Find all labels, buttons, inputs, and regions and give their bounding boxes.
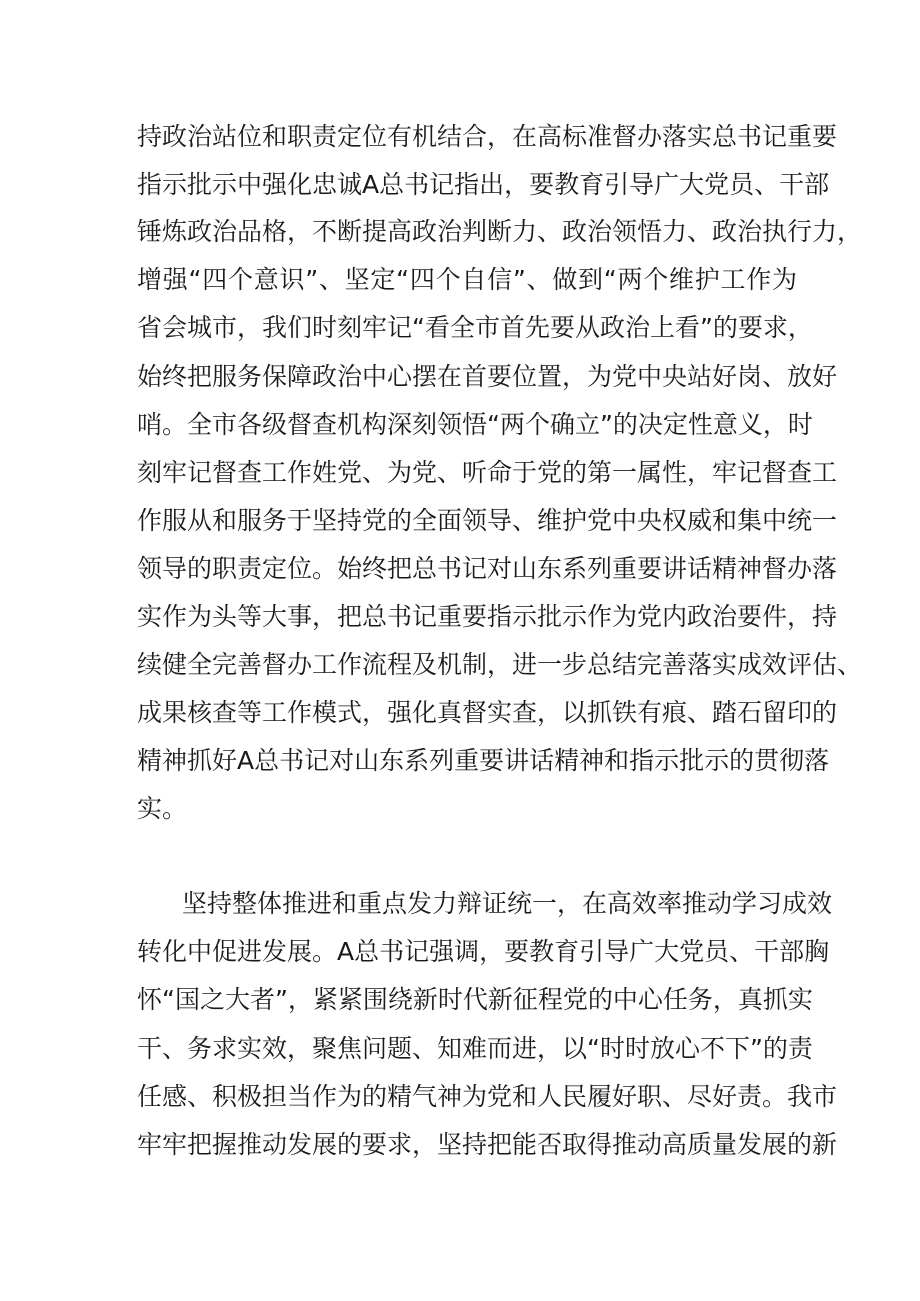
paragraph-2-line-3: 怀“国之大者”，紧紧围绕新时代新征程党的中心任务，真抓实 [137, 985, 813, 1014]
paragraph-1-line-5: 省会城市，我们时刻牢记“看全市首先要从政治上看”的要求， [137, 313, 813, 342]
paragraph-1-line-15: 实。 [137, 794, 188, 823]
paragraph-1-line-1: 持政治站位和职责定位有机结合，在高标准督办落实总书记重要 [137, 122, 838, 151]
paragraph-1-line-11: 实作为头等大事，把总书记重要指示批示作为党内政治要件，持 [137, 602, 838, 631]
paragraph-1-line-7: 哨。全市各级督查机构深刻领悟“两个确立”的决定性意义，时 [137, 410, 813, 439]
paragraph-1-line-2: 指示批示中强化忠诚A总书记指出，要教育引导广大党员、干部 [137, 170, 830, 199]
paragraph-2-line-5: 任感、积极担当作为的精气神为党和人民履好职、尽好责。我市 [137, 1082, 838, 1111]
paragraph-1-line-13: 成果核查等工作模式，强化真督实查，以抓铁有痕、踏石留印的 [137, 698, 838, 727]
paragraph-1-line-12: 续健全完善督办工作流程及机制，进一步总结完善落实成效评估、 [137, 650, 863, 679]
paragraph-1-line-8: 刻牢记督查工作姓党、为党、听命于党的第一属性，牢记督查工 [137, 458, 838, 487]
paragraph-2-line-1: 坚持整体推进和重点发力辩证统一，在高效率推动学习成效 [182, 889, 833, 918]
paragraph-1-line-14: 精神抓好A总书记对山东系列重要讲话精神和指示批示的贯彻落 [137, 746, 830, 775]
paragraph-2-line-4: 干、务求实效，聚焦问题、知难而进，以“时时放心不下”的责 [137, 1034, 813, 1063]
paragraph-1-line-3: 锤炼政治品格，不断提高政治判断力、政治领悟力、政治执行力， [137, 217, 863, 246]
paragraph-1-line-6: 始终把服务保障政治中心摆在首要位置，为党中央站好岗、放好 [137, 362, 838, 391]
paragraph-2-line-6: 牢牢把握推动发展的要求，坚持把能否取得推动高质量发展的新 [137, 1130, 838, 1159]
paragraph-1-line-4: 增强“四个意识”、坚定“四个自信”、做到“两个维护工作为 [137, 265, 797, 294]
paragraph-1-line-10: 领导的职责定位。始终把总书记对山东系列重要讲话精神督办落 [137, 554, 838, 583]
paragraph-2-line-2: 转化中促进发展。A总书记强调，要教育引导广大党员、干部胸 [137, 937, 830, 966]
paragraph-1-line-9: 作服从和服务于坚持党的全面领导、维护党中央权威和集中统一 [137, 506, 838, 535]
